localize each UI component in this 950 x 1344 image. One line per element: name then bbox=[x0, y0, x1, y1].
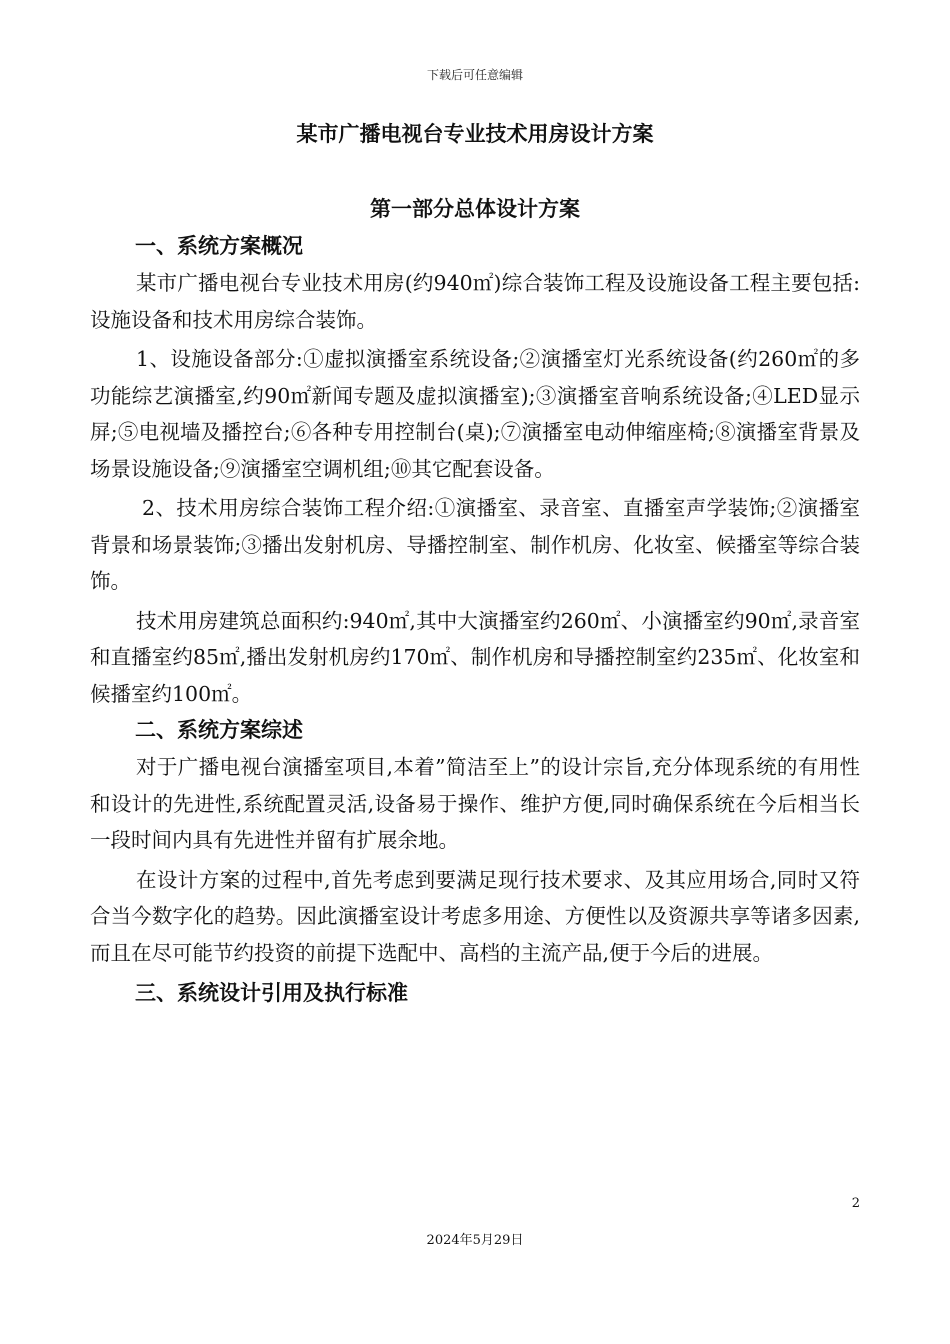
part-title: 第一部分总体设计方案 bbox=[370, 197, 580, 221]
paragraph-summary-principle: 对于广播电视台演播室项目,本着”简洁至上”的设计宗旨,充分体现系统的有用性和设计的先进性,系统配置灵活,设备易于操作、维护方便,同时确保系统在今后相当长一段时间内具有先进性并留有扩展余地。 bbox=[90, 755, 860, 852]
header-note: 下载后可任意编辑 bbox=[426, 68, 523, 82]
document-title: 某市广播电视台专业技术用房设计方案 bbox=[296, 122, 654, 146]
footer-date: 2024年5月29日 bbox=[426, 1233, 524, 1248]
section-heading-standards: 三、系统设计引用及执行标准 bbox=[135, 981, 408, 1005]
paragraph-decoration: 2、技术用房综合装饰工程介绍:①演播室、录音室、直播室声学装饰;②演播室背景和场景装饰;③播出发射机房、导播控制室、制作机房、化妆室、候播室等综合装饰。 bbox=[90, 496, 860, 593]
page-number: 2 bbox=[851, 1196, 860, 1211]
paragraph-overview-intro: 某市广播电视台专业技术用房(约940㎡)综合装饰工程及设施设备工程主要包括:设施设备和技术用房综合装饰。 bbox=[90, 271, 860, 332]
paragraph-summary-design: 在设计方案的过程中,首先考虑到要满足现行技术要求、及其应用场合,同时又符合当今数字化的趋势。因此演播室设计考虑多用途、方便性以及资源共享等诸多因素,而且在尽可能节约投资的前提下选配中、高档的主流产品,便于今后的进展。 bbox=[90, 867, 860, 965]
section-heading-overview: 一、系统方案概况 bbox=[135, 234, 303, 258]
paragraph-area: 技术用房建筑总面积约:940㎡,其中大演播室约260㎡、小演播室约90㎡,录音室和直播室约85㎡,播出发射机房约170㎡、制作机房和导播控制室约235㎡、化妆室和候播室约100㎡。 bbox=[90, 608, 860, 706]
document-body bbox=[90, 228, 860, 1012]
section-heading-summary: 二、系统方案综述 bbox=[135, 718, 303, 742]
paragraph-equipment: 1、设施设备部分:①虚拟演播室系统设备;②演播室灯光系统设备(约260㎡的多功能综艺演播室,约90㎡新闻专题及虚拟演播室);③演播室音响系统设备;④LED显示屏;⑤电视墙及播控台;⑥各种专用控制台(桌);⑦演播室电动伸缩座椅;⑧演播室背景及场景设施设备;⑨演播室空调机组;⑩其它配套设备。 bbox=[90, 347, 860, 481]
